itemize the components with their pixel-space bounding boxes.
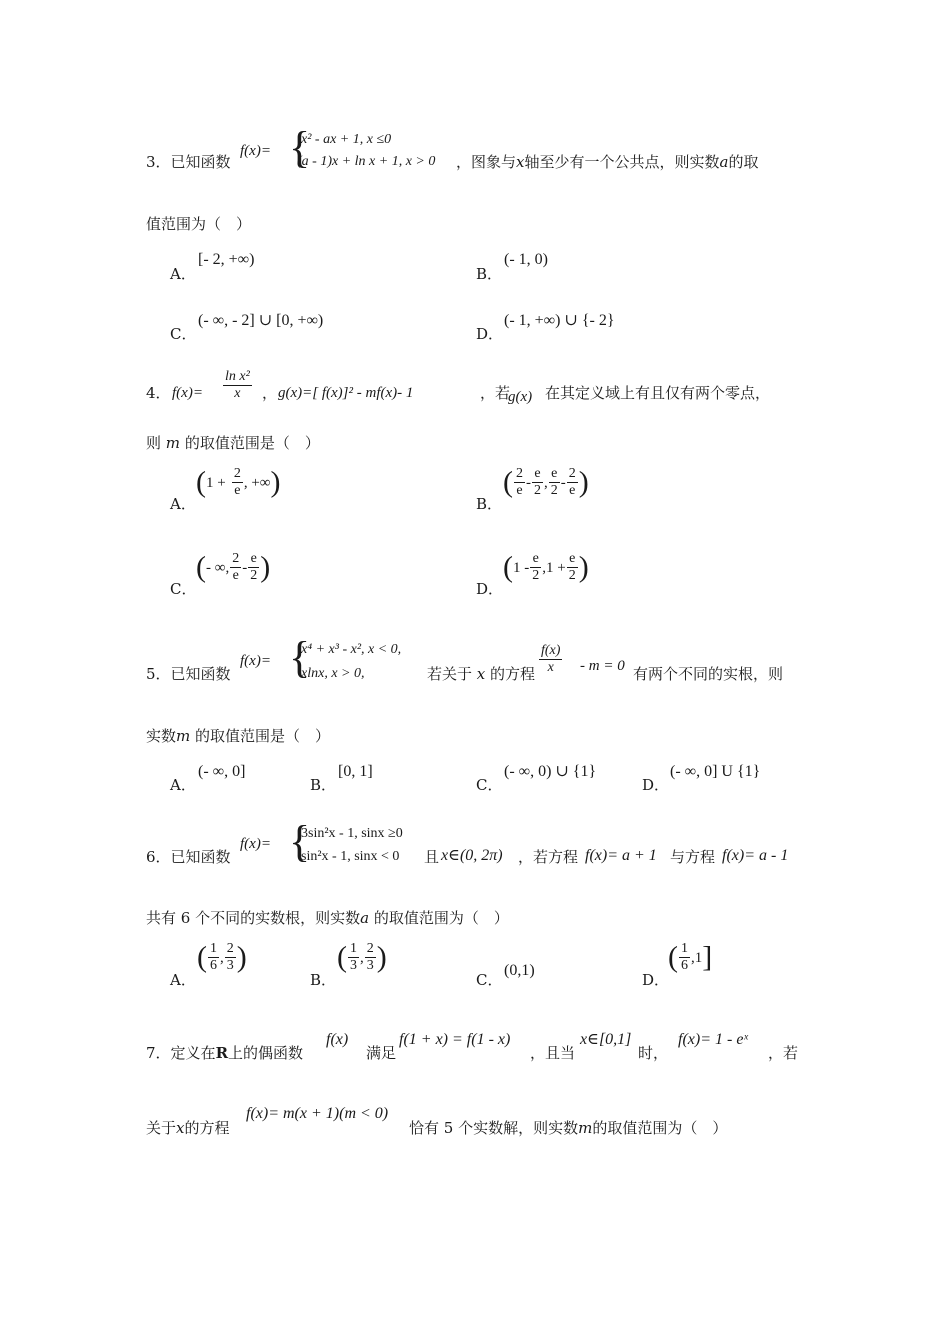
option-d[interactable]: D．	[476, 325, 504, 343]
option-b[interactable]: B．	[310, 776, 337, 794]
piecewise-case-2: sin²x - 1, sinx < 0	[301, 849, 400, 864]
domain: x∈(0, 2π)	[441, 847, 503, 864]
stem-mid-4: 时，	[638, 1044, 669, 1062]
stem-line-2: 值范围为（ ）	[146, 215, 252, 233]
piecewise-brace: {	[289, 123, 311, 172]
equation-fraction: $\frac{f(x)}{x}$	[541, 643, 561, 675]
question-5: 5．已知函数	[146, 665, 231, 683]
stem-mid: 且	[424, 848, 440, 866]
f-definition-fraction: $\frac{\text{ln x²}}{x}$	[225, 369, 250, 401]
option-a-value: (- ∞, 0]	[198, 763, 246, 780]
stem-line-2: 实数m 的取值范围是（ ）	[146, 727, 331, 745]
option-b[interactable]: B．	[476, 265, 503, 283]
question-7: 7．定义在R上的偶函数	[146, 1044, 304, 1062]
option-a[interactable]: A．	[170, 971, 196, 989]
stem-mid: ，若	[480, 384, 511, 402]
stem-line-2: 共有 6 个不同的实数根，则实数a 的取值范围为（ ）	[146, 909, 509, 927]
question-number: 3．	[146, 153, 171, 171]
g-definition: g(x)=[ f(x)]² - mf(x)- 1	[278, 385, 414, 401]
option-d-value: ( $\frac{1}{6}$ ,1]	[668, 940, 713, 974]
option-d[interactable]: D．	[476, 580, 504, 598]
piecewise-case-1: 3sin²x - 1, sinx ≥0	[301, 826, 403, 841]
stem-mid-3: 与方程	[670, 848, 716, 866]
option-d-value: (1 - $\frac{e}{2}$ ,1 + $\frac{e}{2}$ )	[503, 550, 589, 584]
option-c[interactable]: C．	[170, 580, 197, 598]
option-c[interactable]: C．	[476, 776, 503, 794]
piecewise-case-2: xlnx, x > 0,	[301, 666, 365, 681]
equation: f(x)= m(x + 1)(m < 0)	[246, 1105, 389, 1122]
option-c[interactable]: C．	[170, 325, 197, 343]
stem-continuation: ，图象与x轴至少有一个公共点，则实数a的取	[456, 153, 759, 171]
document-page: 3．已知函数 f(x)= { x² - ax + 1, x ≤0 (a - 1)x + ln x + 1, x > 0 ，图象与x轴至少有一个公共点，则实数a的取 值范围为（ ） A． [- 2, +∞) B． (- 1, 0) C． (- ∞, - 2] ∪ [0, +∞) D． (- 1, +∞) ∪ {- 2} 4． f(x)= $\frac{\text{ln x²}}{x}$ ， g(x)=[ f(x)]² - mf(x)- 1 ，若 g(x) 在其定义域上有且仅有两个零点， 则 m 的取值范围是（ ） A． (1 + $\frac{2}{e}$ , +∞) B． ( $\frac{2}{e}$ - $\frac{e}{2}$ , $\frac{e}{2}$ - $\frac{2}{e}$ ) C． (- ∞, $\frac{2}{e}$ - $\frac{e}{2}$ ) D． (1 - $\frac{e}{2}$ ,1 + $\frac{e}{2}$ ) 5．已知函数 f(x)= { x⁴ + x³ - x², x < 0, xlnx, x > 0, 若关于 x 的方程 $\frac{f(x)}{x}$ - m = 0 有两个不同的实根，则 实数m 的取值范围是（ ） A． (- ∞, 0] B． [0, 1] C． (- ∞, 0) ∪ {1} D． (- ∞, 0] U {1} 6．已知函数 f(x)= { 3sin²x - 1, sinx ≥0 sin²x - 1, sinx < 0 且 x∈(0, 2π) ，若方程 f(x)= a + 1 与方程 f(x)= a - 1 共有 6 个不同的实数根，则实数a 的取值范围为（ ） A． ( $\frac{1}{6}$ , $\frac{2}{3}$ ) B． ( $\frac{1}{3}$ , $\frac{2}{3}$ ) C． (0,1) D． ( $\frac{1}{6}$ ,1] 7．定义在R上的偶函数 f(x) 满足 f(1 + x) = f(1 - x) ，且当 x∈[0,1] 时， f(x)= 1 - eˣ ，若 关于x的方程 f(x)= m(x + 1)(m < 0) 恰有 5 个实数解，则实数m的取值范围为（ ）	[146, 123, 799, 1137]
option-d-value: (- ∞, 0] U {1}	[670, 763, 761, 780]
stem-mid-2: ，若方程	[518, 848, 579, 866]
option-b[interactable]: B．	[310, 971, 337, 989]
stem-line-2-end: 恰有 5 个实数解，则实数m的取值范围为（ ）	[409, 1119, 728, 1137]
equation-rest: - m = 0	[580, 658, 625, 674]
piecewise-brace: {	[289, 633, 311, 682]
fx-ref: f(x)	[326, 1031, 349, 1048]
stem-line-2: 则 m 的取值范围是（ ）	[146, 434, 320, 452]
stem-end: 在其定义域上有且仅有两个零点，	[545, 384, 771, 402]
stem-end: ，若	[768, 1044, 799, 1062]
option-d-value: (- 1, +∞) ∪ {- 2}	[504, 312, 615, 329]
option-d[interactable]: D．	[642, 971, 670, 989]
equation-2: f(x)= a - 1	[722, 847, 789, 864]
option-a-value: [- 2, +∞)	[198, 251, 255, 268]
option-a[interactable]: A．	[170, 776, 196, 794]
option-b-value: (- 1, 0)	[504, 251, 548, 268]
option-d[interactable]: D．	[642, 776, 670, 794]
function-lhs: f(x)=	[240, 143, 271, 159]
piecewise-brace: {	[289, 817, 311, 866]
domain: x∈[0,1]	[580, 1031, 632, 1048]
function-lhs: f(x)=	[240, 836, 271, 852]
question-6: 6．已知函数	[146, 848, 231, 866]
option-c[interactable]: C．	[476, 971, 503, 989]
question-4-number: 4．	[146, 384, 171, 402]
f-definition: f(x)= 1 - eˣ	[678, 1031, 748, 1048]
piecewise-case-2: (a - 1)x + ln x + 1, x > 0	[297, 154, 436, 169]
option-c-value: (0,1)	[504, 962, 535, 979]
option-c-value: (- ∞, - 2] ∪ [0, +∞)	[198, 312, 324, 329]
piecewise-case-1: x² - ax + 1, x ≤0	[301, 132, 392, 147]
piecewise-case-1: x⁴ + x³ - x², x < 0,	[301, 642, 402, 657]
option-b-value: ( $\frac{2}{e}$ - $\frac{e}{2}$ , $\frac{e}{2}$ - $\frac{2}{e}$ )	[503, 465, 589, 499]
option-c-value: (- ∞, $\frac{2}{e}$ - $\frac{e}{2}$ )	[196, 550, 271, 584]
option-a-value: ( $\frac{1}{6}$ , $\frac{2}{3}$ )	[197, 940, 247, 974]
stem-mid: 若关于 x 的方程	[427, 665, 536, 683]
f-definition-lhs: f(x)=	[172, 385, 203, 401]
stem-text: 已知函数	[170, 153, 231, 171]
option-a[interactable]: A．	[170, 495, 196, 513]
option-c-value: (- ∞, 0) ∪ {1}	[504, 763, 597, 780]
g-ref: g(x)	[508, 389, 533, 405]
equation-1: f(x)= a + 1	[585, 847, 657, 864]
stem-line-2: 关于x的方程	[146, 1119, 230, 1137]
stem-end: 有两个不同的实根，则	[633, 665, 784, 683]
option-a-value: (1 + $\frac{2}{e}$ , +∞)	[196, 465, 281, 499]
symmetry-relation: f(1 + x) = f(1 - x)	[399, 1031, 511, 1048]
option-b-value: [0, 1]	[338, 763, 373, 780]
stem-mid-2: 满足	[366, 1044, 397, 1062]
question-3	[146, 152, 231, 172]
option-b-value: ( $\frac{1}{3}$ , $\frac{2}{3}$ )	[337, 940, 387, 974]
function-lhs: f(x)=	[240, 653, 271, 669]
option-a[interactable]: A．	[170, 265, 196, 283]
option-b[interactable]: B．	[476, 495, 503, 513]
stem-mid-3: ，且当	[530, 1044, 576, 1062]
